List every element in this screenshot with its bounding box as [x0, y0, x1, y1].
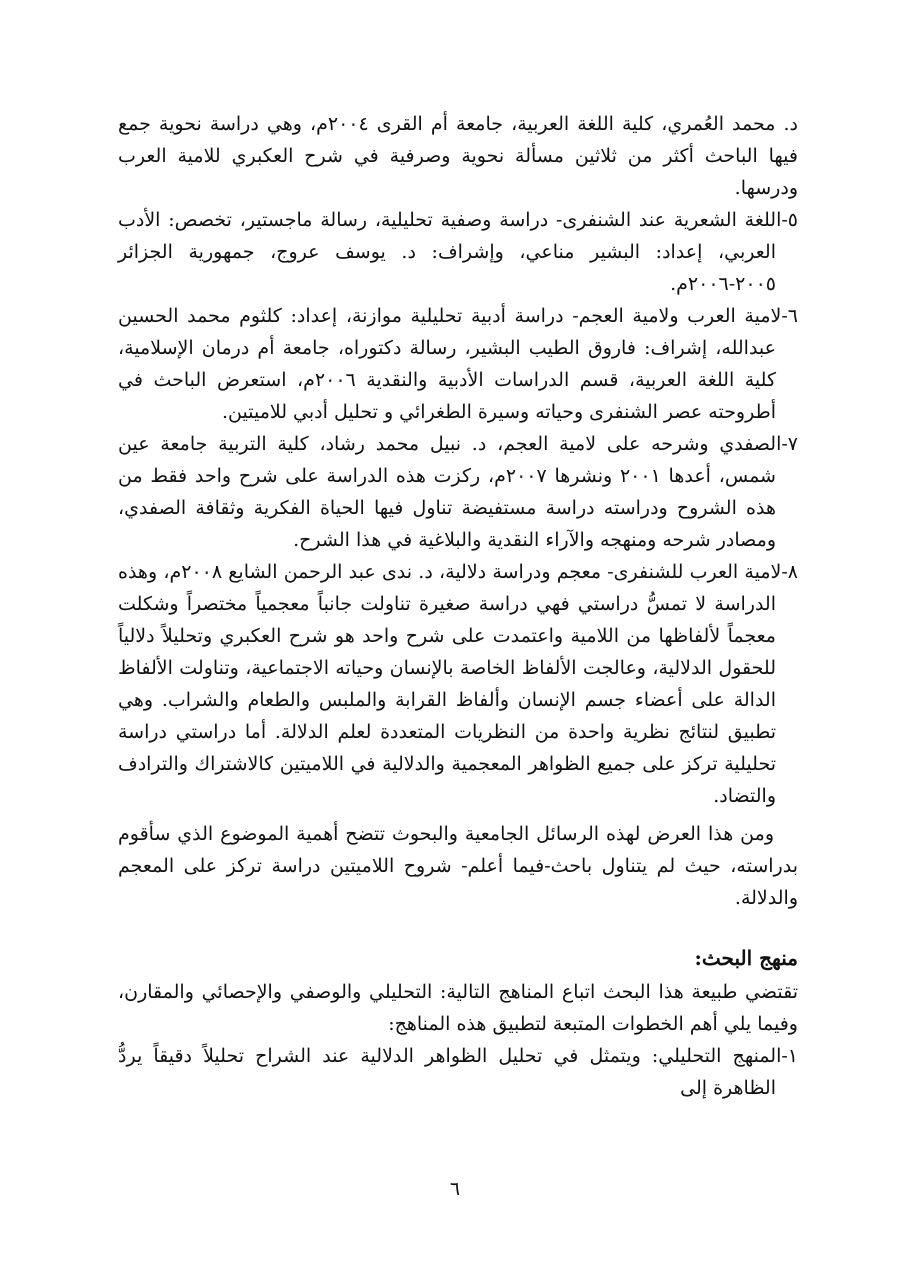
paragraph-previous-study: د. محمد العُمري، كلية اللغة العربية، جامعة أم القرى ٢٠٠٤م، وهي دراسة نحوية جمع فيها الباحث أكثر من ثلاثين مسألة نحوية وصرفية في شرح العكبري للامية العرب ودرسها. [118, 113, 798, 199]
list-item-5: ٥-اللغة الشعرية عند الشنفرى- دراسة وصفية تحليلية، رسالة ماجستير، تخصص: الأدب العربي، إعداد: البشير مناعي، وإشراف: د. يوسف عروج، جمهورية الجزائر ٢٠٠٥-٢٠٠٦م. [118, 209, 798, 295]
list-item-7: ٧-الصفدي وشرحه على لامية العجم، د. نبيل محمد رشاد، كلية التربية جامعة عين شمس، أعدها ٢٠٠١ ونشرها ٢٠٠٧م، ركزت هذه الدراسة على شرح واحد فقط من هذه الشروح ودراسته دراسة مستفيضة تناول فيها الحياة الفكرية وثقافة الصفدي، ومصادر شرحه ومنهجه والآراء النقدية والبلاغية في هذا الشرح. [118, 433, 798, 551]
list-item-6: ٦-لامية العرب ولامية العجم- دراسة أدبية تحليلية موازنة، إعداد: كلثوم محمد الحسين عبدالله، إشراف: فاروق الطيب البشير، رسالة دكتوراه، جامعة أم درمان الإسلامية، كلية اللغة العربية، قسم الدراسات الأدبية والنقدية ٢٠٠٦م، استعرض الباحث في أطروحته عصر الشنفرى وحياته وسيرة الطغرائي و تحليل أدبي للاميتين. [118, 305, 798, 423]
method-item-1: ١-المنهج التحليلي: ويتمثل في تحليل الظواهر الدلالية عند الشراح تحليلاً دقيقاً يردُّ الظاهرة إلى [118, 1045, 798, 1099]
summary-paragraph: ومن هذا العرض لهذه الرسائل الجامعية والبحوث تتضح أهمية الموضوع الذي سأقوم بدراسته، حيث لم يتناول باحث-فيما أعلم- شروح اللاميتين دراسة تركز على المعجم والدلالة. [118, 823, 798, 909]
method-intro-paragraph: تقتضي طبيعة هذا البحث اتباع المناهج التالية: التحليلي والوصفي والإحصائي والمقارن، وفيما يلي أهم الخطوات المتبعة لتطبيق هذه المناهج: [118, 981, 798, 1035]
page-number: ٦ [449, 1178, 461, 1200]
section-heading: منهج البحث: [694, 946, 798, 970]
page-body [118, 108, 798, 1104]
list-item-8: ٨-لامية العرب للشنفرى- معجم ودراسة دلالية، د. ندى عبد الرحمن الشايع ٢٠٠٨م، وهذه الدراسة لا تمسُّ دراستي فهي دراسة صغيرة تناولت جانباً معجمياً مختصراً وشكلت معجماً لألفاظها من اللامية واعتمدت على شرح واحد هو شرح العكبري وتحليلاً دلالياً للحقول الدلالية، وعالجت الألفاظ الخاصة بالإنسان وحياته الاجتماعية، وتناولت الألفاظ الدالة على أعضاء جسم الإنسان وألفاظ القرابة والملبس والطعام والشراب. وهي تطبيق لنتائج نظرية واحدة من النظريات المتعددة لعلم الدلالة. أما دراستي دراسة تحليلية تركز على جميع الظواهر المعجمية والدلالية في اللاميتين كالاشتراك والترادف والتضاد. [118, 561, 799, 807]
